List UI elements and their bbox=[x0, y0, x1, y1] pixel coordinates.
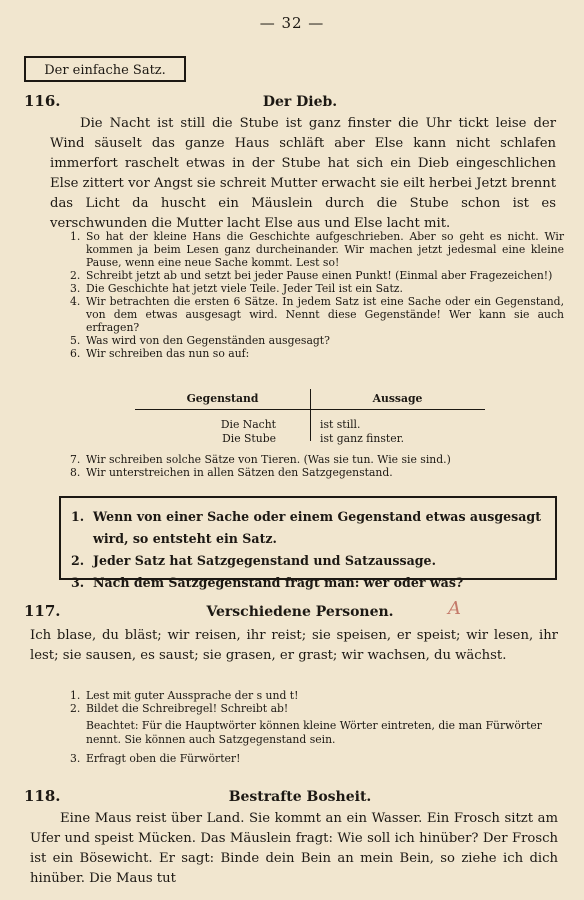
exercise-list-117-continued bbox=[70, 752, 564, 765]
exercise-list-116 bbox=[70, 230, 564, 360]
section-title-116: Der Dieb. bbox=[262, 94, 338, 110]
table-header-predicate: Aussage bbox=[372, 392, 423, 405]
table-divider bbox=[310, 389, 311, 441]
section-number-117: 117. bbox=[24, 602, 61, 620]
section-number-118: 118. bbox=[24, 787, 61, 805]
table-column-subject bbox=[135, 418, 310, 446]
chapter-heading-box: Der einfache Satz. bbox=[24, 56, 186, 82]
table-header-subject: Gegenstand bbox=[186, 392, 259, 405]
list-item: 2. Schreibt jetzt ab und setzt bei jeder Pause einen Punkt! (Einmal aber Fragezeichen!) bbox=[70, 269, 553, 282]
list-item: 1. Lest mit guter Aussprache der s und t! bbox=[70, 689, 299, 702]
rule-item: 3. Nach dem Satzgegenstand fragt man: wer oder was? bbox=[71, 575, 464, 590]
section-text-118: Eine Maus reist über Land. Sie kommt an ein Wasser. Ein Frosch sitzt am Ufer und speist Mücken. Das Mäuslein fragt: Wie soll ich hinüber? Der Frosch ist ein Bösewicht. Er sagt: Binde dein Bein an mein Bein, so ziehe ich dich hinüber. Die Maus tut bbox=[30, 811, 558, 886]
list-item: 6. Wir schreiben das nun so auf: bbox=[70, 347, 250, 360]
table-column-predicate bbox=[310, 418, 485, 446]
list-item: 4. Wir betrachten die ersten 6 Sätze. In jedem Satz ist eine Sache oder ein Gegenstand, von dem etwas ausgesagt wird. Nennt diese Gegenstände! Wer kann sie auch erfragen? bbox=[70, 295, 564, 334]
list-item: 2. Bildet die Schreibregel! Schreibt ab! bbox=[70, 702, 289, 715]
exercise-list-117 bbox=[70, 689, 564, 715]
note-fuerwoerter: Beachtet: Für die Hauptwörter können kleine Wörter eintreten, die man Fürwörter nennt. Sie können auch Satzgegenstand sein. bbox=[86, 719, 542, 746]
table-cell: Die Stube bbox=[222, 432, 276, 445]
section-text-116: Die Nacht ist still die Stube ist ganz finster die Uhr tickt leise der Wind säuselt das ganze Haus schläft aber Else kann nicht schlafen immerfort raschelt etwas in der Stube hat sich ein Dieb eingeschlichen Else zittert vor Angst sie schreit Mutter erwacht sie eilt herbei Jetzt brennt das Licht da huscht ein Mäuslein durch die Stube schon ist es verschwunden die Mutter lacht Else aus und Else lacht mit. bbox=[50, 116, 556, 231]
list-item: 7. Wir schreiben solche Sätze von Tieren. (Was sie tun. Wie sie sind.) bbox=[70, 453, 451, 466]
table-cell: ist ganz finster. bbox=[320, 432, 405, 445]
rule-item: 1. Wenn von einer Sache oder einem Gegenstand etwas ausgesagt wird, so entsteht ein Satz. bbox=[71, 509, 542, 546]
section-title-118: Bestrafte Bosheit. bbox=[228, 789, 372, 805]
table-cell: ist still. bbox=[320, 418, 361, 431]
exercise-list-116-continued bbox=[70, 453, 564, 479]
list-item: 8. Wir unterstreichen in allen Sätzen den Satzgegenstand. bbox=[70, 466, 393, 479]
handwritten-margin-mark: A bbox=[448, 598, 461, 619]
section-text-117: Ich blase, du bläst; wir reisen, ihr reist; sie speisen, er speist; wir lesen, ihr lest; sie sausen, es saust; sie grasen, er grast; wir wachsen, du wächst. bbox=[30, 628, 558, 663]
list-item: 3. Erfragt oben die Fürwörter! bbox=[70, 752, 241, 765]
table-cell: Die Nacht bbox=[220, 418, 276, 431]
list-item: 1. So hat der kleine Hans die Geschichte aufgeschrieben. Aber so geht es nicht. Wir kommen ja beim Lesen ganz durcheinander. Wir machen jetzt jedesmal eine kleine Pause, wenn eine neue Sache kommt. Lest so! bbox=[70, 230, 564, 269]
section-number-116: 116. bbox=[24, 92, 61, 110]
grammar-rules-box bbox=[59, 496, 557, 590]
page-number: — 32 — bbox=[259, 14, 325, 32]
rule-item: 2. Jeder Satz hat Satzgegenstand und Satzaussage. bbox=[71, 553, 436, 568]
section-title-117: Verschiedene Personen. bbox=[206, 604, 394, 620]
subject-predicate-table bbox=[135, 389, 485, 446]
list-item: 5. Was wird von den Gegenständen ausgesagt? bbox=[70, 334, 330, 347]
list-item: 3. Die Geschichte hat jetzt viele Teile. Jeder Teil ist ein Satz. bbox=[70, 282, 403, 295]
